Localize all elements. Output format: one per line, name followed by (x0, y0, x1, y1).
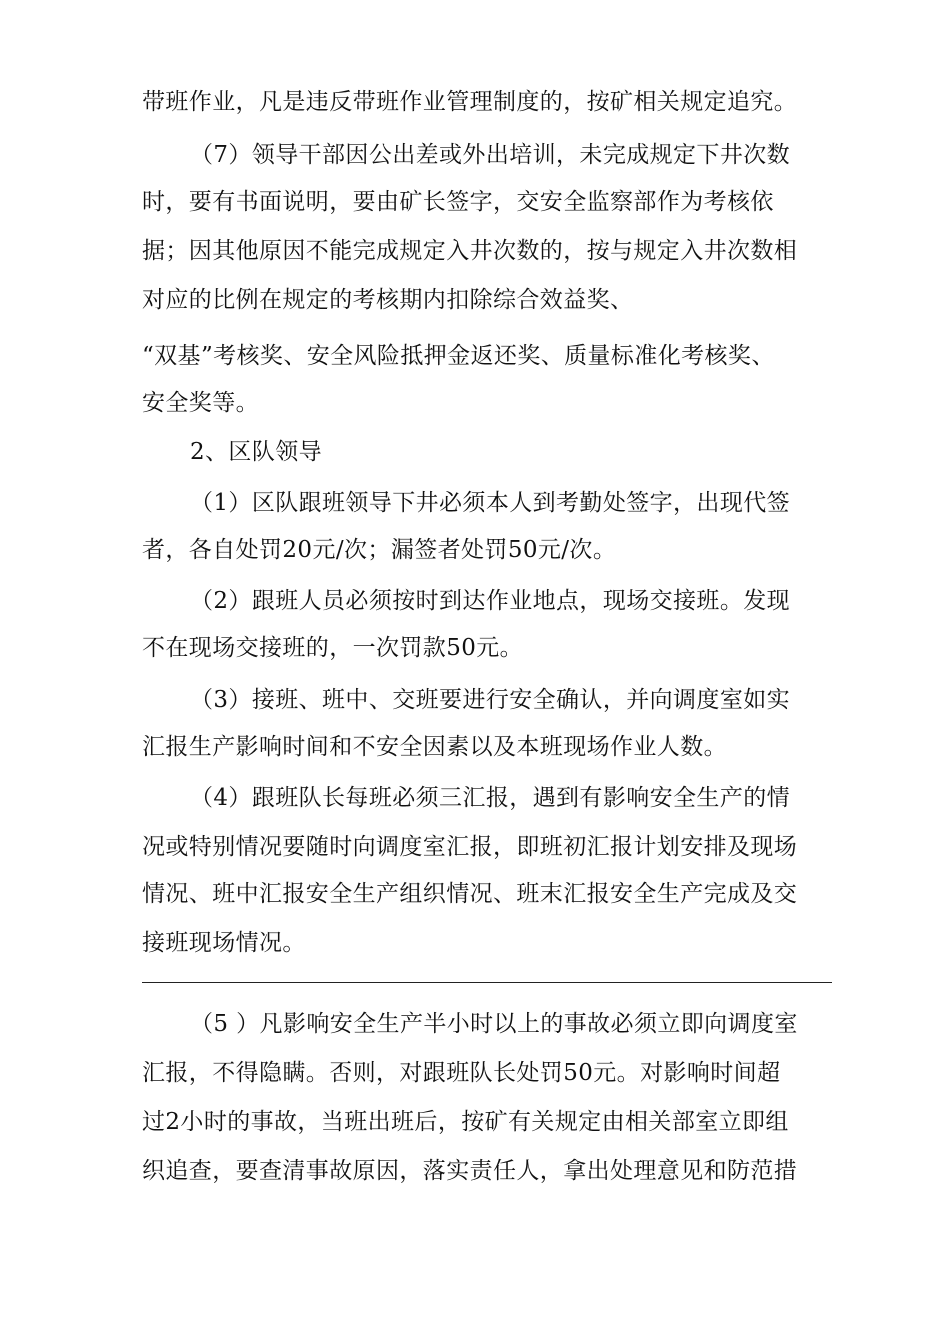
text-line: （2）跟班人员必须按时到达作业地点，现场交接班。发现 (190, 588, 791, 614)
text-line: （4）跟班队长每班必须三汇报，遇到有影响安全生产的情 (190, 785, 791, 811)
text-line: 汇报生产影响时间和不安全因素以及本班现场作业人数。 (142, 734, 727, 760)
horizontal-divider (142, 982, 832, 983)
text-line: 情况、班中汇报安全生产组织情况、班末汇报安全生产完成及交 (142, 881, 798, 907)
text-line: （3）接班、班中、交班要进行安全确认，并向调度室如实 (190, 687, 791, 713)
text-line: 不在现场交接班的，一次罚款50元。 (142, 635, 524, 661)
text-line: （5 ）凡影响安全生产半小时以上的事故必须立即向调度室 (190, 1011, 798, 1037)
text-line: （7）领导干部因公出差或外出培训，未完成规定下井次数 (190, 142, 791, 168)
text-line: 时，要有书面说明，要由矿长签字，交安全监察部作为考核依 (142, 189, 774, 215)
text-line: （1）区队跟班领导下井必须本人到考勤处签字，出现代签 (190, 490, 791, 516)
text-line: 带班作业，凡是违反带班作业管理制度的，按矿相关规定追究。 (142, 89, 798, 115)
text-line: 安全奖等。 (142, 390, 259, 416)
text-line: 汇报，不得隐瞒。否则，对跟班队长处罚50元。对影响时间超 (142, 1060, 781, 1086)
text-line: 据；因其他原因不能完成规定入井次数的，按与规定入井次数相 (142, 238, 798, 264)
text-line: 况或特别情况要随时向调度室汇报，即班初汇报计划安排及现场 (142, 834, 798, 860)
text-line: 对应的比例在规定的考核期内扣除综合效益奖、 (142, 287, 634, 313)
section-heading: 2、区队领导 (190, 439, 323, 465)
text-line: 织追查，要查清事故原因，落实责任人，拿出处理意见和防范措 (142, 1158, 798, 1184)
text-line: 过2小时的事故，当班出班后，按矿有关规定由相关部室立即组 (142, 1109, 789, 1135)
text-line: 接班现场情况。 (142, 930, 306, 956)
text-line: 者，各自处罚20元/次；漏签者处罚50元/次。 (142, 537, 617, 563)
text-line: “双基”考核奖、安全风险抵押金返还奖、质量标准化考核奖、 (142, 343, 775, 369)
